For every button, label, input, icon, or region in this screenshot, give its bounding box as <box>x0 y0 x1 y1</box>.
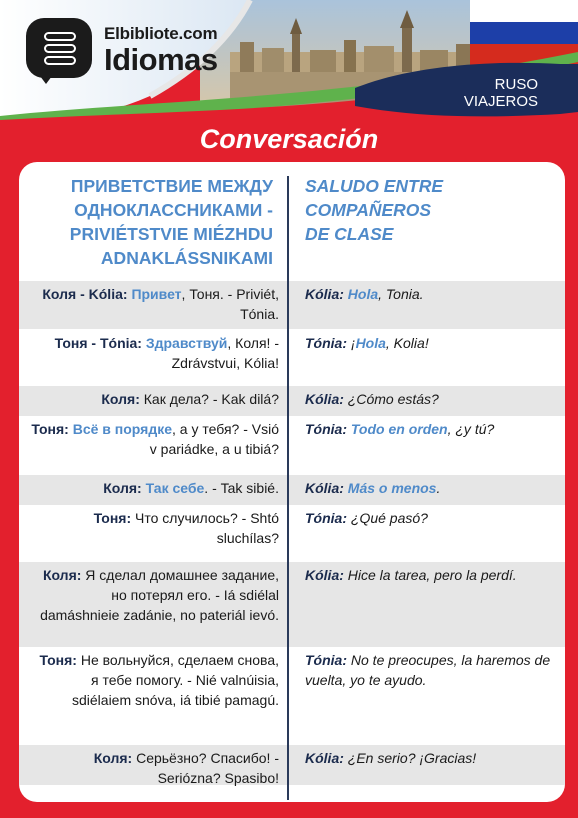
spanish-line <box>305 478 557 498</box>
dialogue-text: Как дела? - Kak dilá? <box>139 391 279 407</box>
logo-site-name: Elbibliote.com <box>104 24 218 43</box>
speaker-name: Коля: <box>101 391 140 407</box>
page-title: Conversación <box>199 124 379 154</box>
dialogue-text: ¡ <box>347 335 356 351</box>
speaker-name: Kólia: <box>305 750 344 766</box>
dialogue-row <box>19 386 565 416</box>
dialogue-text: ¿En serio? ¡Gracias! <box>343 750 477 766</box>
logo-bar-top <box>44 32 76 41</box>
spanish-line <box>305 333 557 353</box>
speaker-name: Тоня - Tónia: <box>54 335 142 351</box>
dialogue-row <box>19 505 565 562</box>
speaker-name: Коля - Kólia: <box>42 286 128 302</box>
speaker-name: Коля: <box>103 480 142 496</box>
dialogue-text: Что случилось? - Shtó sluchílas? <box>131 510 279 546</box>
tag-category: VIAJEROS <box>463 93 538 110</box>
dialogue-text: , Тоня. - Priviét, Tónia. <box>181 286 279 322</box>
dialogue-text: , а у тебя? - Vsió v pariádke, a u tibiá? <box>149 421 279 457</box>
speaker-name: Tónia: <box>305 510 347 526</box>
speaker-name: Коля: <box>42 567 82 583</box>
russian-title-line: PRIVIÉTSTVIE MIÉZHDU <box>69 224 273 244</box>
highlighted-phrase: Всё в порядке <box>72 421 173 437</box>
spanish-title-line: DE CLASE <box>305 224 394 244</box>
spanish-line <box>305 565 557 585</box>
dialogue-text: , Коля! - Zdrávstvui, Kólia! <box>171 335 279 371</box>
speaker-name: Kólia: <box>305 480 344 496</box>
russian-line <box>29 650 279 710</box>
dialogue-row <box>19 562 565 647</box>
russian-title-line: ADNAKLÁSSNIKAMI <box>100 248 273 268</box>
russian-line <box>29 284 279 324</box>
logo-bar-bottom <box>44 56 76 65</box>
category-tag <box>464 76 538 110</box>
dialogue-text: Hice la tarea, pero la perdí. <box>343 567 517 583</box>
dialogue-row <box>19 745 565 785</box>
russian-line <box>29 389 279 409</box>
dialogue-text: , Kolia! <box>385 335 429 351</box>
dialogue-text: , ¿y tú? <box>447 421 495 437</box>
dialogue-row <box>19 281 565 329</box>
speaker-name: Kólia: <box>305 286 344 302</box>
speaker-name: Tónia: <box>305 335 347 351</box>
highlighted-phrase: Más o menos <box>347 480 437 496</box>
dialogue-row <box>19 330 565 386</box>
column-divider <box>287 176 289 800</box>
highlighted-phrase: Так себе <box>145 480 205 496</box>
dialogue-text: . - Tak sibié. <box>204 480 279 496</box>
dialogue-text: No te preocupes, la haremos de vuelta, yo te ayudo. <box>305 652 551 688</box>
speaker-name: Тоня: <box>39 652 77 668</box>
russian-line <box>29 748 279 788</box>
spanish-line <box>305 748 557 768</box>
dialogue-row <box>19 416 565 475</box>
highlighted-phrase: Hola <box>355 335 386 351</box>
conversation-card <box>19 162 565 802</box>
speaker-name: Kólia: <box>305 391 344 407</box>
russian-line <box>29 508 279 548</box>
russian-line <box>29 333 279 373</box>
dialogue-text: ¿Qué pasó? <box>347 510 428 526</box>
dialogue-row <box>19 647 565 745</box>
russian-column-title <box>29 174 273 270</box>
spanish-line <box>305 284 557 304</box>
tag-language: RUSO <box>494 76 538 93</box>
highlighted-phrase: Hola <box>347 286 379 302</box>
spanish-column-title <box>305 174 555 246</box>
russian-title-line: ПРИВЕТСТВИЕ МЕЖДУ <box>70 176 273 196</box>
spanish-line <box>305 508 557 528</box>
highlighted-phrase: Привет <box>131 286 182 302</box>
logo-bar-middle <box>44 44 76 53</box>
spanish-line <box>305 650 557 690</box>
dialogue-text: Я сделал домашнее задание, но потерял его. - Iá sdiélal damáshnieie zadánie, no pateriál ievó. <box>40 567 279 623</box>
speaker-name: Kólia: <box>305 567 344 583</box>
spanish-title-line: COMPAÑEROS <box>305 200 432 220</box>
dialogue-text: Не вольнуйся, сделаем снова, я тебе помогу. - Nié valnúisia, sdiélaiem snóva, iá tibié pamagú. <box>71 652 279 708</box>
spanish-line <box>305 419 557 439</box>
russian-line <box>29 478 279 498</box>
dialogue-text: ¿Cómo estás? <box>343 391 439 407</box>
russian-line <box>29 565 279 625</box>
russian-line <box>29 419 279 459</box>
speaker-name: Тоня: <box>31 421 69 437</box>
dialogue-text: , Tonia. <box>378 286 424 302</box>
header-banner <box>0 0 578 130</box>
dialogue-row <box>19 475 565 505</box>
spanish-title-line: SALUDO ENTRE <box>305 176 444 196</box>
speaker-name: Коля: <box>93 750 133 766</box>
dialogue-text: . <box>436 480 441 496</box>
logo-brand-name: Idiomas <box>104 42 218 77</box>
highlighted-phrase: Здравствуй <box>145 335 228 351</box>
speaker-name: Tónia: <box>305 652 347 668</box>
spanish-line <box>305 389 557 409</box>
dialogue-text: Серьёзно? Спасибо! - Seriózna? Spasibo! <box>132 750 279 786</box>
speaker-name: Тоня: <box>93 510 132 526</box>
site-logo[interactable] <box>24 14 224 94</box>
russian-title-line: ОДНОКЛАССНИКАМИ - <box>74 200 273 220</box>
logo-tail <box>34 68 58 84</box>
highlighted-phrase: Todo en orden <box>350 421 448 437</box>
speaker-name: Tónia: <box>305 421 347 437</box>
